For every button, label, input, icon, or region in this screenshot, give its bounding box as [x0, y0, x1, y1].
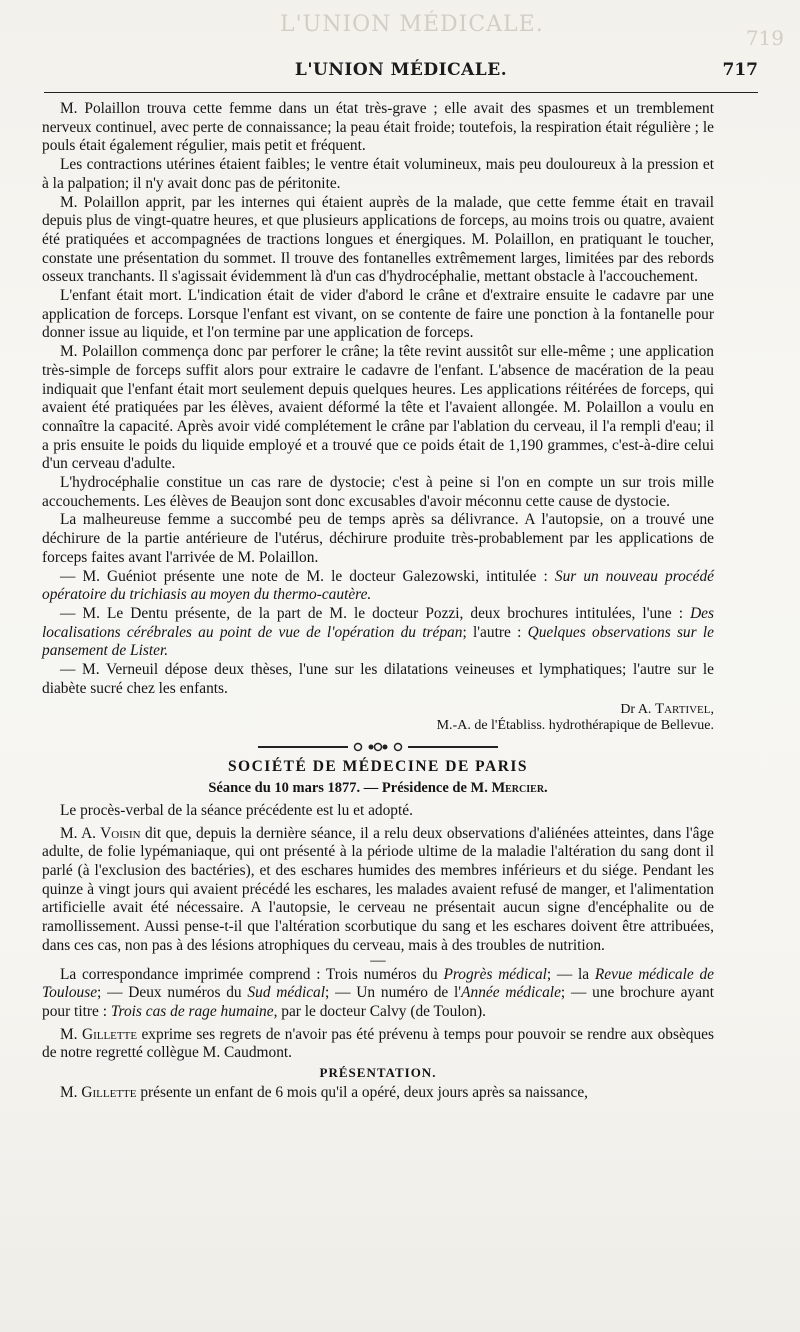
paragraph: — M. Verneuil dépose deux thèses, l'une sur les dilatations veineuses et lymphatiques; l'autre sur le diabète sucré chez les enfants.	[42, 661, 714, 697]
bleed-through-title: L'UNION MÉDICALE.	[280, 12, 544, 37]
article-body	[42, 100, 714, 1102]
text-run: Séance du 10 mars 1877. — Présidence de M.	[208, 780, 492, 797]
text-run: exprime ses regrets de n'avoir pas été prévenu à temps pour pouvoir se rendre aux obsèques de notre regretté collègue M. Caudmont.	[42, 1025, 714, 1062]
italic-title: Sur un nouveau procédé opératoire du trichiasis au moyen du thermo-cautère.	[42, 567, 714, 604]
speaker-name: M. Gillette	[60, 1083, 137, 1101]
text-run: La correspondance imprimée comprend : Trois numéros du	[60, 965, 444, 983]
paragraph: Les contractions utérines étaient faibles; le ventre était volumineux, mais peu douloureux à la pression et à la palpation; il n'y avait donc pas de péritonite.	[42, 156, 714, 192]
text-run: ; l'autre :	[462, 623, 528, 641]
italic-title: Des localisations cérébrales au point de vue de l'opération du trépan	[42, 604, 714, 641]
author-name: Tartivel	[654, 700, 711, 717]
paragraph: M. Polaillon apprit, par les internes qui étaient auprès de la malade, que cette femme était en travail depuis plus de vingt-quatre heures, et que plusieurs applications de forceps, au moins trois ou quatre, avaient été pratiquées et accompagnées de tractions longues et énergiques. M. Polaillon, en pratiquant le toucher, constate une présentation du sommet. Il trouve des fontanelles extrêmement larges, limitées par des rebords osseux tranchants. Il s'agissait évidemment là d'un cas d'hydrocéphalie, mettant obstacle à l'accouchement.	[42, 193, 714, 286]
subsection-title: PRÉSENTATION.	[319, 1065, 437, 1081]
section-title: SOCIÉTÉ DE MÉDECINE DE PARIS	[227, 757, 529, 775]
paragraph	[42, 1026, 714, 1063]
text-run: ; — Deux numéros du	[97, 984, 248, 1002]
italic-title: Quelques observations sur le pansement de Lister.	[42, 623, 714, 660]
text-run: ; — Un numéro de l'	[325, 984, 462, 1002]
bleed-through-page-number: 719	[745, 26, 784, 50]
speaker-name: M. Gillette	[60, 1025, 138, 1043]
signature-prefix: Dr A.	[620, 701, 655, 717]
paragraph	[42, 1084, 714, 1103]
text-run: — M. Le Dentu présente, de la part de M. le docteur Pozzi, deux brochures intitulées, l'une :	[60, 604, 691, 622]
text-run: — M. Guéniot présente une note de M. le docteur Galezowski, intitulée :	[60, 567, 555, 585]
text-run: présente un enfant de 6 mois qu'il a opéré, deux jours après sa naissance,	[136, 1083, 589, 1101]
text-run: dit que, depuis la dernière séance, il a relu deux observations d'aliénées atteintes, dans l'âge adulte, de folie lypémaniaque, qui ont présenté à la période ultime de la maladie l'altération du sang dont il parlé (à l'exclusion des bactéries), et des eschares humides des membres inférieurs et du siége. Pendant les quinze à vingt jours qui avaient précédé les eschares, les malades avaient refusé de manger, et l'alimentation artificielle avait été nécessaire. A l'autopsie, le cerveau ne présentait aucun signe d'encéphalite ou de ramollissement. Aussi pense-t-il que l'altération scorbutique du sang et les eschares doivent être attribuées, dans ces cas, non pas à des lésions atrophiques du cerveau, mais à des troubles de nutrition.	[42, 824, 714, 954]
text-run: , par le docteur Calvy (de Toulon).	[273, 1002, 486, 1020]
signature-affiliation: M.-A. de l'Établiss. hydrothérapique de Bellevue.	[436, 717, 714, 733]
paragraph: L'hydrocéphalie constitue un cas rare de dystocie; c'est à peine si l'on en compte un sur trois mille accouchements. Les élèves de Beaujon sont donc excusables d'avoir méconnu cette cause de dystocie.	[42, 474, 714, 510]
speaker-name: M. A. Voisin	[60, 824, 141, 842]
italic-title: Revue médicale de Toulouse	[42, 965, 714, 1002]
text-run: ; — la	[546, 965, 595, 983]
italic-title: Progrès médical	[443, 965, 547, 983]
page-number: 717	[722, 60, 758, 80]
italic-title: Trois cas de rage humaine	[110, 1002, 274, 1020]
separator-dash: —	[370, 951, 386, 969]
paragraph: La malheureuse femme a succombé peu de temps après sa délivrance. A l'autopsie, on a trouvé une déchirure de la partie antérieure de l'utérus, déchirure produite très-probablement par les applications de forceps faites avant l'arrivée de M. Polaillon.	[42, 511, 714, 566]
paragraph: Le procès-verbal de la séance précédente est lu et adopté.	[60, 801, 413, 819]
paragraph: M. Polaillon trouva cette femme dans un état très-grave ; elle avait des spasmes et un tremblement nerveux continuel, avec perte de connaissance; la peau était froide; toutefois, la respiration était régulière ; le pouls était également régulier, mais petit et fréquent.	[42, 100, 714, 155]
paragraph	[42, 825, 714, 956]
running-title: L'UNION MÉDICALE.	[294, 60, 508, 80]
paragraph: L'enfant était mort. L'indication était de vider d'abord le crâne et d'extraire ensuite le cadavre par une application de forceps. Lorsque l'enfant est vivant, on se contente de faire une ponction à la fontanelle pour donner issue au liquide, et l'on termine par une application de forceps.	[42, 287, 714, 342]
paragraph	[42, 966, 714, 1022]
paragraph	[42, 568, 714, 605]
signature	[42, 701, 714, 734]
seance-line	[42, 779, 714, 798]
ornamental-divider	[258, 742, 498, 752]
signature-name: Dr A. Tartivel,	[620, 700, 714, 717]
paragraph	[42, 605, 714, 661]
page-header	[44, 58, 758, 93]
president-name: Mercier.	[491, 780, 548, 797]
italic-title: Année médicale	[461, 984, 561, 1002]
text-run: ; — une brochure ayant pour titre :	[42, 984, 715, 1020]
paragraph: M. Polaillon commença donc par perforer le crâne; la tête revint aussitôt sur elle-même ; une application très-simple de forceps suffit alors pour extraire le cadavre de l'enfant. L'absence de macération de la peau indiquait que l'enfant était mort seulement depuis quelques heures. Les applications réitérées de forceps, qui avaient été pratiquées par les élèves, avaient déformé la tête et l'avaient allongée. M. Polaillon a voulu en connaître la capacité. Après avoir vidé complétement le crâne par l'ablation du cerveau, il l'a rempli d'eau; il a pris ensuite le poids du liquide employé et a trouvé que ce poids était de 1,190 grammes, c'est-à-dire celui d'un cerveau d'adulte.	[42, 343, 714, 473]
italic-title: Sud médical	[247, 984, 326, 1002]
